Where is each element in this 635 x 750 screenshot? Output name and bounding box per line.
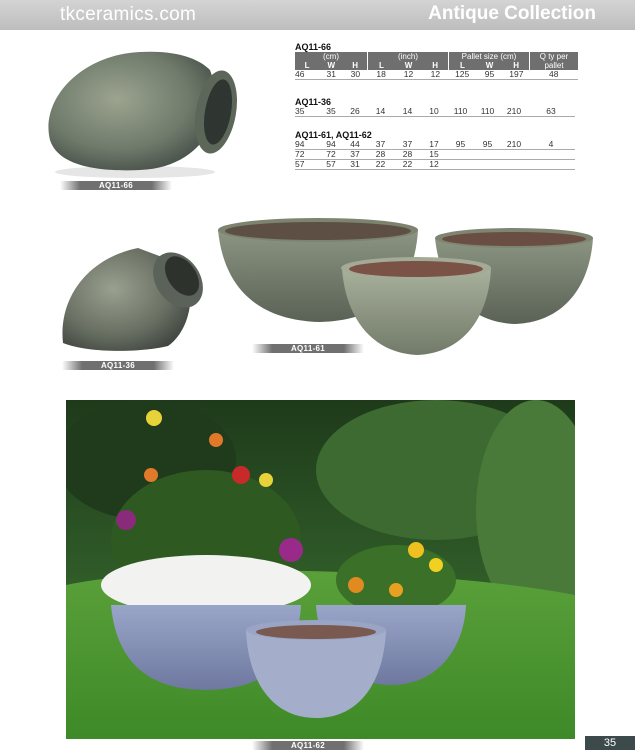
cell: 37 [367,140,394,150]
inch-header: (inch) [368,52,449,61]
cell: 44 [343,140,367,150]
cell: 197 [503,70,529,80]
spec-row [295,107,575,117]
cell: 94 [295,140,319,150]
spec-code: AQ11-66 [295,42,332,52]
cell: 95 [474,140,501,150]
spec-aq11-61-62 [295,130,575,170]
l-header: L [368,61,395,70]
page-header [0,0,635,30]
w-header: W [319,61,343,70]
cell: 30 [343,70,367,80]
l-header: L [295,61,319,70]
cell: 22 [394,160,421,170]
label-aq11-61: AQ11-61 [252,344,364,353]
cell: 37 [343,150,367,160]
site-name: tkceramics.com [60,4,197,25]
h-header: H [503,61,529,70]
qty-header-2: pallet [530,61,579,70]
label-aq11-36: AQ11-36 [62,361,174,370]
cell: 18 [368,70,395,80]
cell: 4 [527,140,575,150]
cell: 95 [447,140,474,150]
spec-table [295,140,575,170]
cell: 26 [343,107,367,117]
cell: 10 [421,107,447,117]
cell: 12 [395,70,422,80]
cell: 14 [394,107,421,117]
pallet-header: Pallet size (cm) [449,52,530,61]
cell: 35 [319,107,343,117]
cell: 12 [421,160,447,170]
label-aq11-66: AQ11-66 [60,181,172,190]
label-aq11-62: AQ11-62 [252,741,364,750]
spec-row [295,150,575,160]
cell: 125 [449,70,476,80]
cell: 210 [501,140,527,150]
cell: 110 [447,107,474,117]
garden-photo [66,400,575,739]
cell: 28 [367,150,394,160]
l-header: L [449,61,476,70]
w-header: W [476,61,503,70]
cell: 31 [343,160,367,170]
h-header: H [422,61,448,70]
product-image-aq11-66 [40,40,240,180]
cell: 57 [319,160,343,170]
w-header: W [395,61,422,70]
cell: 46 [295,70,319,80]
cell: 72 [319,150,343,160]
spec-aq11-66 [295,42,578,80]
product-image-aq11-36 [58,228,208,358]
spec-table [295,52,578,80]
cell: 48 [530,70,579,80]
cell: 35 [295,107,319,117]
collection-title: Antique Collection [428,3,596,24]
cell: 17 [421,140,447,150]
spec-row [295,70,578,80]
spec-row [295,160,575,170]
qty-header: Q ty per [530,52,579,61]
spec-code: AQ11-61, AQ11-62 [295,130,372,140]
cell: 94 [319,140,343,150]
cell: 57 [295,160,319,170]
cell: 63 [527,107,575,117]
cell: 22 [367,160,394,170]
cell: 14 [367,107,394,117]
spec-aq11-36 [295,97,575,117]
cell: 110 [474,107,501,117]
cell: 15 [421,150,447,160]
cell: 28 [394,150,421,160]
cell: 72 [295,150,319,160]
cell: 37 [394,140,421,150]
cell: 95 [476,70,503,80]
cell: 31 [319,70,343,80]
cell: 210 [501,107,527,117]
cm-header: (cm) [295,52,368,61]
product-image-aq11-61 [215,210,600,360]
spec-code: AQ11-36 [295,97,332,107]
spec-table [295,107,575,117]
h-header: H [343,61,367,70]
page-number: 35 [585,736,635,750]
cell: 12 [422,70,448,80]
